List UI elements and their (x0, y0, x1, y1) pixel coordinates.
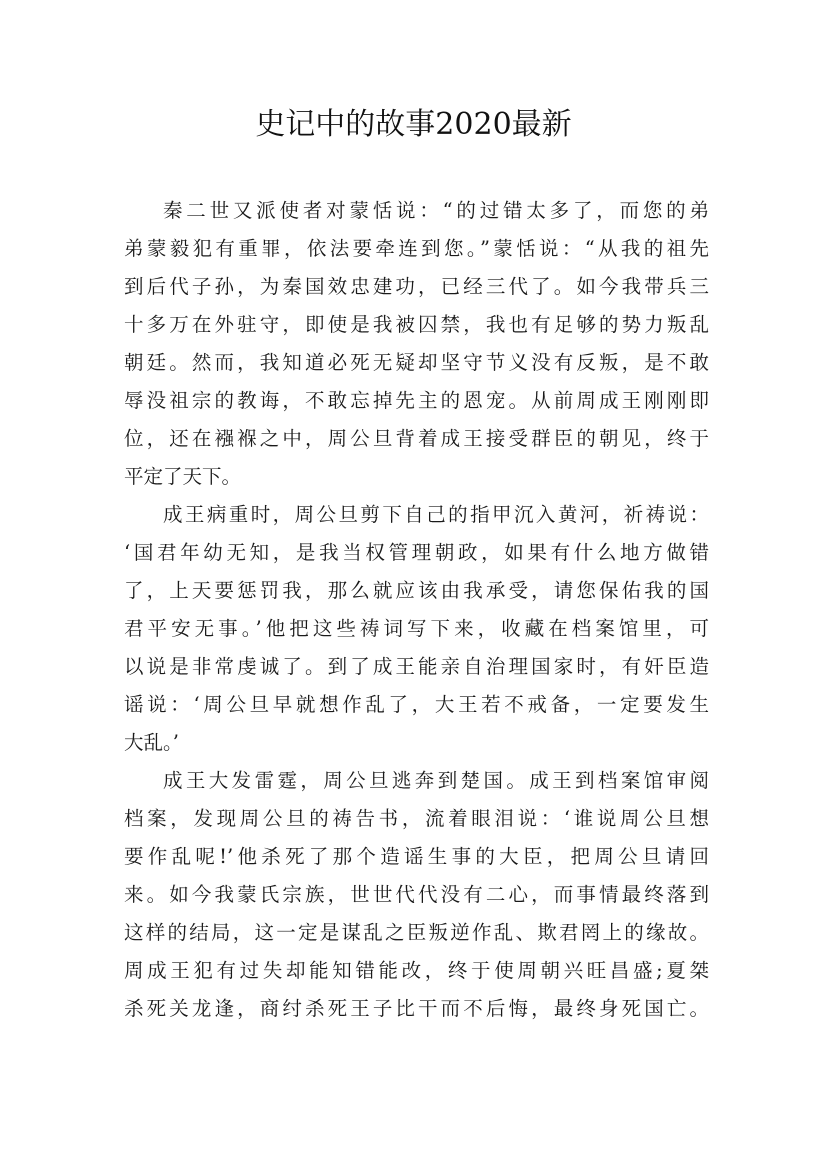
text-line: 以说是非常虔诚了。到了成王能亲自治理国家时，有奸臣造 (124, 655, 709, 678)
paragraph-2 (124, 496, 709, 762)
text-line: 成王大发雷霆，周公旦逃奔到楚国。成王到档案馆审阅 (163, 769, 709, 792)
text-line: 弟蒙毅犯有重罪，依法要牵连到您。”蒙恬说：“从我的祖先 (124, 237, 709, 260)
document-body (124, 192, 709, 1028)
text-line: 辱没祖宗的教诲，不敢忘掉先主的恩宠。从前周成王刚刚即 (124, 389, 709, 412)
text-line: 这样的结局，这一定是谋乱之臣叛逆作乱、欺君罔上的缘故。 (124, 921, 709, 944)
text-line: 秦二世又派使者对蒙恬说：“的过错太多了，而您的弟 (163, 199, 709, 222)
text-line: ‘国君年幼无知，是我当权管理朝政，如果有什么地方做错 (124, 541, 709, 564)
text-line: 档案，发现周公旦的祷告书，流着眼泪说：‘谁说周公旦想 (124, 807, 709, 830)
paragraph-3 (124, 762, 709, 1028)
text-line: 成王病重时，周公旦剪下自己的指甲沉入黄河，祈祷说： (163, 503, 709, 526)
text-line: 朝廷。然而，我知道必死无疑却坚守节义没有反叛，是不敢 (124, 351, 709, 374)
text-line: 到后代子孙，为秦国效忠建功，已经三代了。如今我带兵三 (124, 275, 709, 298)
text-line: 大乱。’ (124, 731, 179, 754)
text-line: 君平安无事。’他把这些祷词写下来，收藏在档案馆里，可 (124, 617, 709, 640)
text-line: 十多万在外驻守，即使是我被囚禁，我也有足够的势力叛乱 (124, 313, 709, 336)
text-line: 杀死关龙逢，商纣杀死王子比干而不后悔，最终身死国亡。 (124, 997, 709, 1020)
text-line: 了，上天要惩罚我，那么就应该由我承受，请您保佑我的国 (124, 579, 709, 602)
text-line: 周成王犯有过失却能知错能改，终于使周朝兴旺昌盛;夏桀 (124, 959, 709, 982)
paragraph-1 (124, 192, 709, 496)
document-title: 史记中的故事2020最新 (255, 107, 572, 142)
text-line: 位，还在襁褓之中，周公旦背着成王接受群臣的朝见，终于 (124, 427, 709, 450)
text-line: 要作乱呢!’他杀死了那个造谣生事的大臣，把周公旦请回 (124, 845, 709, 868)
text-line: 来。如今我蒙氏宗族，世世代代没有二心，而事情最终落到 (124, 883, 709, 906)
text-line: 谣说：‘周公旦早就想作乱了，大王若不戒备，一定要发生 (124, 693, 709, 716)
text-line: 平定了天下。 (124, 465, 242, 488)
